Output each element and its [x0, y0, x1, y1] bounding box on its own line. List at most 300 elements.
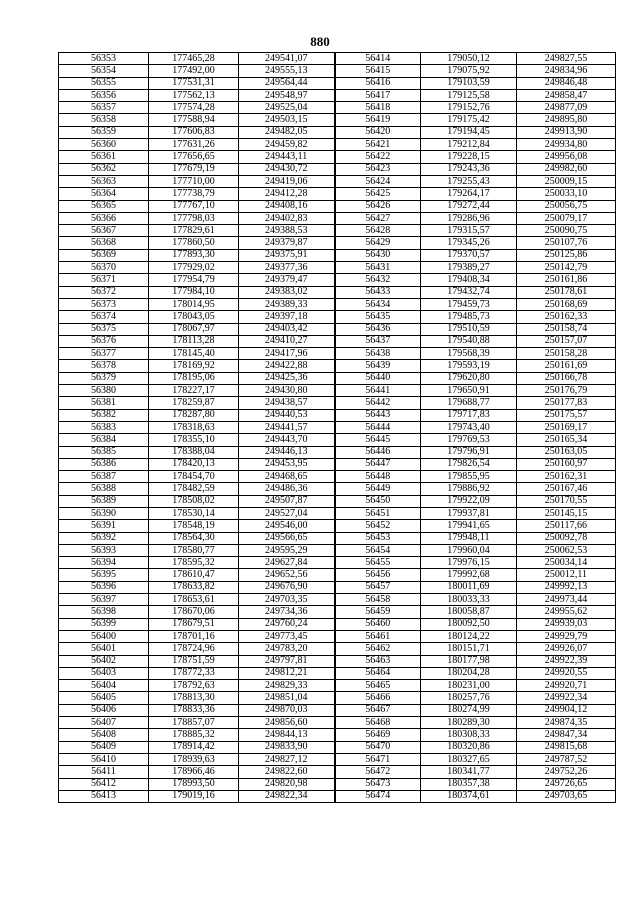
- point-number-left-cell: 56389: [59, 495, 149, 507]
- point-number-right-cell: 56467: [335, 704, 421, 716]
- table-row: [59, 397, 616, 409]
- point-number-right-cell: 56414: [335, 53, 421, 65]
- y-coordinate-right-cell: 249920,55: [517, 667, 616, 679]
- table-row: [59, 618, 616, 630]
- y-coordinate-left-cell: 249430,80: [239, 385, 335, 397]
- table-row: [59, 594, 616, 606]
- table-row: [59, 458, 616, 470]
- table-row: [59, 655, 616, 667]
- x-coordinate-right-cell: 179796,91: [421, 446, 517, 458]
- y-coordinate-right-cell: 249904,12: [517, 704, 616, 716]
- y-coordinate-right-cell: 250163,05: [517, 446, 616, 458]
- y-coordinate-left-cell: 249555,13: [239, 65, 335, 77]
- y-coordinate-right-cell: 250175,57: [517, 409, 616, 421]
- x-coordinate-left-cell: 177588,94: [149, 114, 239, 126]
- table-row: [59, 237, 616, 249]
- point-number-right-cell: 56430: [335, 249, 421, 261]
- y-coordinate-left-cell: 249507,87: [239, 495, 335, 507]
- y-coordinate-left-cell: 249734,36: [239, 606, 335, 618]
- x-coordinate-right-cell: 180327,65: [421, 753, 517, 765]
- y-coordinate-right-cell: 250176,79: [517, 385, 616, 397]
- table-row: [59, 163, 616, 175]
- x-coordinate-left-cell: 177531,31: [149, 77, 239, 89]
- table-row: [59, 766, 616, 778]
- x-coordinate-right-cell: 179315,57: [421, 225, 517, 237]
- y-coordinate-right-cell: 250161,69: [517, 360, 616, 372]
- x-coordinate-left-cell: 177631,26: [149, 139, 239, 151]
- x-coordinate-left-cell: 178195,06: [149, 372, 239, 384]
- y-coordinate-right-cell: 249982,60: [517, 163, 616, 175]
- x-coordinate-right-cell: 180274,99: [421, 704, 517, 716]
- x-coordinate-left-cell: 178772,33: [149, 667, 239, 679]
- point-number-left-cell: 56403: [59, 667, 149, 679]
- point-number-right-cell: 56468: [335, 717, 421, 729]
- y-coordinate-left-cell: 249703,35: [239, 594, 335, 606]
- y-coordinate-right-cell: 249992,13: [517, 581, 616, 593]
- point-number-left-cell: 56409: [59, 741, 149, 753]
- table-row: [59, 249, 616, 261]
- y-coordinate-left-cell: 249822,60: [239, 766, 335, 778]
- x-coordinate-right-cell: 180092,50: [421, 618, 517, 630]
- point-number-left-cell: 56380: [59, 385, 149, 397]
- point-number-right-cell: 56436: [335, 323, 421, 335]
- x-coordinate-left-cell: 177893,30: [149, 249, 239, 261]
- y-coordinate-left-cell: 249446,13: [239, 446, 335, 458]
- x-coordinate-right-cell: 179243,36: [421, 163, 517, 175]
- y-coordinate-right-cell: 249913,90: [517, 126, 616, 138]
- y-coordinate-right-cell: 249703,65: [517, 790, 616, 802]
- x-coordinate-right-cell: 179228,15: [421, 151, 517, 163]
- y-coordinate-left-cell: 249482,05: [239, 126, 335, 138]
- table-row: [59, 274, 616, 286]
- point-number-right-cell: 56452: [335, 520, 421, 532]
- y-coordinate-right-cell: 250157,07: [517, 335, 616, 347]
- x-coordinate-left-cell: 177984,10: [149, 286, 239, 298]
- table-row: [59, 65, 616, 77]
- point-number-right-cell: 56422: [335, 151, 421, 163]
- table-row: [59, 372, 616, 384]
- table-row: [59, 421, 616, 433]
- point-number-right-cell: 56444: [335, 421, 421, 433]
- point-number-right-cell: 56442: [335, 397, 421, 409]
- point-number-right-cell: 56453: [335, 532, 421, 544]
- table-row: [59, 667, 616, 679]
- x-coordinate-right-cell: 179922,09: [421, 495, 517, 507]
- point-number-left-cell: 56357: [59, 102, 149, 114]
- point-number-right-cell: 56456: [335, 569, 421, 581]
- point-number-left-cell: 56386: [59, 458, 149, 470]
- table-row: [59, 434, 616, 446]
- point-number-left-cell: 56354: [59, 65, 149, 77]
- point-number-right-cell: 56417: [335, 89, 421, 101]
- point-number-right-cell: 56437: [335, 335, 421, 347]
- x-coordinate-left-cell: 178287,80: [149, 409, 239, 421]
- x-coordinate-right-cell: 179650,91: [421, 385, 517, 397]
- x-coordinate-right-cell: 179286,96: [421, 212, 517, 224]
- x-coordinate-left-cell: 178653,61: [149, 594, 239, 606]
- x-coordinate-right-cell: 179408,34: [421, 274, 517, 286]
- y-coordinate-right-cell: 249752,26: [517, 766, 616, 778]
- x-coordinate-right-cell: 179976,15: [421, 557, 517, 569]
- table-row: [59, 606, 616, 618]
- y-coordinate-left-cell: 249417,96: [239, 348, 335, 360]
- x-coordinate-right-cell: 179272,44: [421, 200, 517, 212]
- y-coordinate-left-cell: 249410,27: [239, 335, 335, 347]
- point-number-left-cell: 56407: [59, 717, 149, 729]
- table-row: [59, 753, 616, 765]
- y-coordinate-right-cell: 250160,97: [517, 458, 616, 470]
- y-coordinate-right-cell: 249726,65: [517, 778, 616, 790]
- x-coordinate-left-cell: 177679,19: [149, 163, 239, 175]
- point-number-left-cell: 56362: [59, 163, 149, 175]
- x-coordinate-right-cell: 179103,59: [421, 77, 517, 89]
- point-number-left-cell: 56377: [59, 348, 149, 360]
- point-number-right-cell: 56440: [335, 372, 421, 384]
- point-number-right-cell: 56460: [335, 618, 421, 630]
- x-coordinate-left-cell: 178885,32: [149, 729, 239, 741]
- y-coordinate-left-cell: 249425,36: [239, 372, 335, 384]
- y-coordinate-right-cell: 250090,75: [517, 225, 616, 237]
- y-coordinate-left-cell: 249546,00: [239, 520, 335, 532]
- x-coordinate-right-cell: 179432,74: [421, 286, 517, 298]
- point-number-left-cell: 56399: [59, 618, 149, 630]
- table-row: [59, 630, 616, 642]
- point-number-right-cell: 56431: [335, 262, 421, 274]
- table-row: [59, 729, 616, 741]
- y-coordinate-left-cell: 249595,29: [239, 544, 335, 556]
- table-row: [59, 409, 616, 421]
- x-coordinate-right-cell: 180357,38: [421, 778, 517, 790]
- y-coordinate-right-cell: 250162,31: [517, 471, 616, 483]
- point-number-right-cell: 56473: [335, 778, 421, 790]
- y-coordinate-left-cell: 249397,18: [239, 311, 335, 323]
- table-row: [59, 188, 616, 200]
- x-coordinate-left-cell: 178939,63: [149, 753, 239, 765]
- x-coordinate-right-cell: 179485,73: [421, 311, 517, 323]
- y-coordinate-left-cell: 249797,81: [239, 655, 335, 667]
- y-coordinate-left-cell: 249827,12: [239, 753, 335, 765]
- x-coordinate-left-cell: 177465,28: [149, 53, 239, 65]
- coordinates-table-body: [59, 53, 616, 803]
- y-coordinate-right-cell: 249787,52: [517, 753, 616, 765]
- point-number-left-cell: 56388: [59, 483, 149, 495]
- x-coordinate-right-cell: 179459,73: [421, 298, 517, 310]
- y-coordinate-right-cell: 250158,74: [517, 323, 616, 335]
- y-coordinate-right-cell: 250177,83: [517, 397, 616, 409]
- y-coordinate-left-cell: 249453,95: [239, 458, 335, 470]
- y-coordinate-left-cell: 249375,91: [239, 249, 335, 261]
- table-row: [59, 151, 616, 163]
- x-coordinate-right-cell: 179540,88: [421, 335, 517, 347]
- y-coordinate-left-cell: 249443,11: [239, 151, 335, 163]
- point-number-right-cell: 56434: [335, 298, 421, 310]
- x-coordinate-left-cell: 177574,28: [149, 102, 239, 114]
- point-number-left-cell: 56366: [59, 212, 149, 224]
- y-coordinate-right-cell: 249922,34: [517, 692, 616, 704]
- point-number-left-cell: 56401: [59, 643, 149, 655]
- point-number-right-cell: 56457: [335, 581, 421, 593]
- y-coordinate-left-cell: 249402,83: [239, 212, 335, 224]
- point-number-left-cell: 56364: [59, 188, 149, 200]
- x-coordinate-right-cell: 180257,76: [421, 692, 517, 704]
- point-number-left-cell: 56355: [59, 77, 149, 89]
- x-coordinate-right-cell: 179175,42: [421, 114, 517, 126]
- point-number-left-cell: 56381: [59, 397, 149, 409]
- point-number-left-cell: 56396: [59, 581, 149, 593]
- x-coordinate-right-cell: 180308,33: [421, 729, 517, 741]
- point-number-left-cell: 56397: [59, 594, 149, 606]
- y-coordinate-right-cell: 249934,80: [517, 139, 616, 151]
- x-coordinate-right-cell: 179152,76: [421, 102, 517, 114]
- point-number-right-cell: 56448: [335, 471, 421, 483]
- point-number-right-cell: 56441: [335, 385, 421, 397]
- point-number-left-cell: 56410: [59, 753, 149, 765]
- x-coordinate-right-cell: 179717,83: [421, 409, 517, 421]
- x-coordinate-left-cell: 178355,10: [149, 434, 239, 446]
- y-coordinate-right-cell: 249926,07: [517, 643, 616, 655]
- y-coordinate-left-cell: 249443,70: [239, 434, 335, 446]
- x-coordinate-left-cell: 177656,65: [149, 151, 239, 163]
- y-coordinate-left-cell: 249440,53: [239, 409, 335, 421]
- x-coordinate-right-cell: 179688,77: [421, 397, 517, 409]
- y-coordinate-left-cell: 249652,56: [239, 569, 335, 581]
- y-coordinate-right-cell: 249877,09: [517, 102, 616, 114]
- point-number-right-cell: 56454: [335, 544, 421, 556]
- point-number-left-cell: 56387: [59, 471, 149, 483]
- point-number-left-cell: 56360: [59, 139, 149, 151]
- y-coordinate-left-cell: 249676,90: [239, 581, 335, 593]
- y-coordinate-right-cell: 250125,86: [517, 249, 616, 261]
- point-number-left-cell: 56369: [59, 249, 149, 261]
- x-coordinate-right-cell: 180124,22: [421, 630, 517, 642]
- x-coordinate-left-cell: 177829,61: [149, 225, 239, 237]
- point-number-left-cell: 56356: [59, 89, 149, 101]
- table-row: [59, 680, 616, 692]
- x-coordinate-right-cell: 179264,17: [421, 188, 517, 200]
- x-coordinate-left-cell: 178914,42: [149, 741, 239, 753]
- x-coordinate-left-cell: 178145,40: [149, 348, 239, 360]
- point-number-left-cell: 56361: [59, 151, 149, 163]
- y-coordinate-right-cell: 249815,68: [517, 741, 616, 753]
- y-coordinate-left-cell: 249822,34: [239, 790, 335, 802]
- y-coordinate-left-cell: 249503,15: [239, 114, 335, 126]
- x-coordinate-right-cell: 179125,58: [421, 89, 517, 101]
- table-row: [59, 778, 616, 790]
- table-row: [59, 704, 616, 716]
- table-row: [59, 643, 616, 655]
- x-coordinate-right-cell: 179826,54: [421, 458, 517, 470]
- point-number-left-cell: 56368: [59, 237, 149, 249]
- coordinates-table: [58, 52, 616, 803]
- y-coordinate-right-cell: 249955,62: [517, 606, 616, 618]
- y-coordinate-left-cell: 249459,82: [239, 139, 335, 151]
- y-coordinate-left-cell: 249844,13: [239, 729, 335, 741]
- y-coordinate-left-cell: 249422,88: [239, 360, 335, 372]
- table-row: [59, 114, 616, 126]
- x-coordinate-right-cell: 179769,53: [421, 434, 517, 446]
- x-coordinate-right-cell: 179389,27: [421, 262, 517, 274]
- point-number-left-cell: 56411: [59, 766, 149, 778]
- x-coordinate-left-cell: 178388,04: [149, 446, 239, 458]
- x-coordinate-left-cell: 178454,70: [149, 471, 239, 483]
- x-coordinate-right-cell: 179886,92: [421, 483, 517, 495]
- y-coordinate-right-cell: 249827,55: [517, 53, 616, 65]
- y-coordinate-left-cell: 249419,06: [239, 175, 335, 187]
- x-coordinate-left-cell: 178169,92: [149, 360, 239, 372]
- point-number-right-cell: 56447: [335, 458, 421, 470]
- x-coordinate-right-cell: 180231,00: [421, 680, 517, 692]
- point-number-right-cell: 56427: [335, 212, 421, 224]
- y-coordinate-left-cell: 249829,33: [239, 680, 335, 692]
- table-row: [59, 323, 616, 335]
- x-coordinate-left-cell: 178966,46: [149, 766, 239, 778]
- point-number-right-cell: 56425: [335, 188, 421, 200]
- x-coordinate-left-cell: 178724,96: [149, 643, 239, 655]
- y-coordinate-right-cell: 250142,79: [517, 262, 616, 274]
- point-number-left-cell: 56390: [59, 507, 149, 519]
- point-number-right-cell: 56464: [335, 667, 421, 679]
- point-number-right-cell: 56445: [335, 434, 421, 446]
- y-coordinate-left-cell: 249760,24: [239, 618, 335, 630]
- x-coordinate-left-cell: 178508,02: [149, 495, 239, 507]
- x-coordinate-right-cell: 179960,04: [421, 544, 517, 556]
- point-number-right-cell: 56418: [335, 102, 421, 114]
- point-number-left-cell: 56393: [59, 544, 149, 556]
- x-coordinate-right-cell: 179855,95: [421, 471, 517, 483]
- x-coordinate-left-cell: 178701,16: [149, 630, 239, 642]
- x-coordinate-right-cell: 180204,28: [421, 667, 517, 679]
- table-row: [59, 200, 616, 212]
- x-coordinate-right-cell: 179743,40: [421, 421, 517, 433]
- table-row: [59, 311, 616, 323]
- table-row: [59, 717, 616, 729]
- point-number-right-cell: 56462: [335, 643, 421, 655]
- y-coordinate-left-cell: 249833,90: [239, 741, 335, 753]
- y-coordinate-left-cell: 249412,28: [239, 188, 335, 200]
- x-coordinate-right-cell: 180289,30: [421, 717, 517, 729]
- point-number-right-cell: 56415: [335, 65, 421, 77]
- x-coordinate-right-cell: 180320,86: [421, 741, 517, 753]
- x-coordinate-right-cell: 179050,12: [421, 53, 517, 65]
- y-coordinate-right-cell: 250034,14: [517, 557, 616, 569]
- point-number-right-cell: 56463: [335, 655, 421, 667]
- x-coordinate-left-cell: 178530,14: [149, 507, 239, 519]
- point-number-left-cell: 56367: [59, 225, 149, 237]
- x-coordinate-right-cell: 179194,45: [421, 126, 517, 138]
- y-coordinate-left-cell: 249379,87: [239, 237, 335, 249]
- y-coordinate-left-cell: 249812,21: [239, 667, 335, 679]
- y-coordinate-right-cell: 250012,11: [517, 569, 616, 581]
- table-row: [59, 262, 616, 274]
- x-coordinate-left-cell: 178833,36: [149, 704, 239, 716]
- table-row: [59, 520, 616, 532]
- x-coordinate-right-cell: 179992,68: [421, 569, 517, 581]
- y-coordinate-left-cell: 249627,84: [239, 557, 335, 569]
- table-row: [59, 569, 616, 581]
- x-coordinate-right-cell: 179075,92: [421, 65, 517, 77]
- y-coordinate-left-cell: 249377,36: [239, 262, 335, 274]
- point-number-left-cell: 56408: [59, 729, 149, 741]
- y-coordinate-right-cell: 250092,78: [517, 532, 616, 544]
- x-coordinate-left-cell: 177710,00: [149, 175, 239, 187]
- point-number-left-cell: 56373: [59, 298, 149, 310]
- table-row: [59, 471, 616, 483]
- y-coordinate-right-cell: 249895,80: [517, 114, 616, 126]
- y-coordinate-right-cell: 249834,96: [517, 65, 616, 77]
- page-number: 880: [310, 34, 330, 49]
- point-number-right-cell: 56416: [335, 77, 421, 89]
- point-number-right-cell: 56433: [335, 286, 421, 298]
- point-number-right-cell: 56471: [335, 753, 421, 765]
- x-coordinate-left-cell: 177860,50: [149, 237, 239, 249]
- point-number-right-cell: 56446: [335, 446, 421, 458]
- x-coordinate-right-cell: 179593,19: [421, 360, 517, 372]
- point-number-left-cell: 56358: [59, 114, 149, 126]
- x-coordinate-right-cell: 179510,59: [421, 323, 517, 335]
- table-row: [59, 360, 616, 372]
- x-coordinate-left-cell: 178420,13: [149, 458, 239, 470]
- y-coordinate-right-cell: 250167,46: [517, 483, 616, 495]
- table-row: [59, 692, 616, 704]
- y-coordinate-left-cell: 249525,04: [239, 102, 335, 114]
- y-coordinate-left-cell: 249403,42: [239, 323, 335, 335]
- x-coordinate-right-cell: 180151,71: [421, 643, 517, 655]
- point-number-right-cell: 56423: [335, 163, 421, 175]
- y-coordinate-right-cell: 250170,55: [517, 495, 616, 507]
- x-coordinate-left-cell: 178318,63: [149, 421, 239, 433]
- y-coordinate-right-cell: 250079,17: [517, 212, 616, 224]
- y-coordinate-right-cell: 250056,75: [517, 200, 616, 212]
- point-number-right-cell: 56443: [335, 409, 421, 421]
- point-number-right-cell: 56469: [335, 729, 421, 741]
- x-coordinate-left-cell: 178014,95: [149, 298, 239, 310]
- point-number-right-cell: 56474: [335, 790, 421, 802]
- point-number-right-cell: 56461: [335, 630, 421, 642]
- point-number-left-cell: 56413: [59, 790, 149, 802]
- point-number-left-cell: 56398: [59, 606, 149, 618]
- x-coordinate-right-cell: 179370,57: [421, 249, 517, 261]
- table-row: [59, 286, 616, 298]
- point-number-left-cell: 56405: [59, 692, 149, 704]
- x-coordinate-right-cell: 180341,77: [421, 766, 517, 778]
- x-coordinate-left-cell: 177738,79: [149, 188, 239, 200]
- point-number-right-cell: 56465: [335, 680, 421, 692]
- x-coordinate-left-cell: 178857,07: [149, 717, 239, 729]
- point-number-left-cell: 56375: [59, 323, 149, 335]
- point-number-left-cell: 56383: [59, 421, 149, 433]
- point-number-left-cell: 56402: [59, 655, 149, 667]
- y-coordinate-right-cell: 249874,35: [517, 717, 616, 729]
- y-coordinate-right-cell: 250169,17: [517, 421, 616, 433]
- y-coordinate-right-cell: 250158,28: [517, 348, 616, 360]
- table-row: [59, 102, 616, 114]
- y-coordinate-left-cell: 249441,57: [239, 421, 335, 433]
- y-coordinate-left-cell: 249541,07: [239, 53, 335, 65]
- x-coordinate-left-cell: 177492,00: [149, 65, 239, 77]
- y-coordinate-left-cell: 249408,16: [239, 200, 335, 212]
- x-coordinate-left-cell: 178548,19: [149, 520, 239, 532]
- y-coordinate-right-cell: 249956,08: [517, 151, 616, 163]
- point-number-left-cell: 56400: [59, 630, 149, 642]
- point-number-right-cell: 56419: [335, 114, 421, 126]
- point-number-right-cell: 56429: [335, 237, 421, 249]
- point-number-left-cell: 56392: [59, 532, 149, 544]
- y-coordinate-right-cell: 249858,47: [517, 89, 616, 101]
- x-coordinate-left-cell: 178751,59: [149, 655, 239, 667]
- table-row: [59, 495, 616, 507]
- x-coordinate-right-cell: 179568,39: [421, 348, 517, 360]
- y-coordinate-right-cell: 249847,34: [517, 729, 616, 741]
